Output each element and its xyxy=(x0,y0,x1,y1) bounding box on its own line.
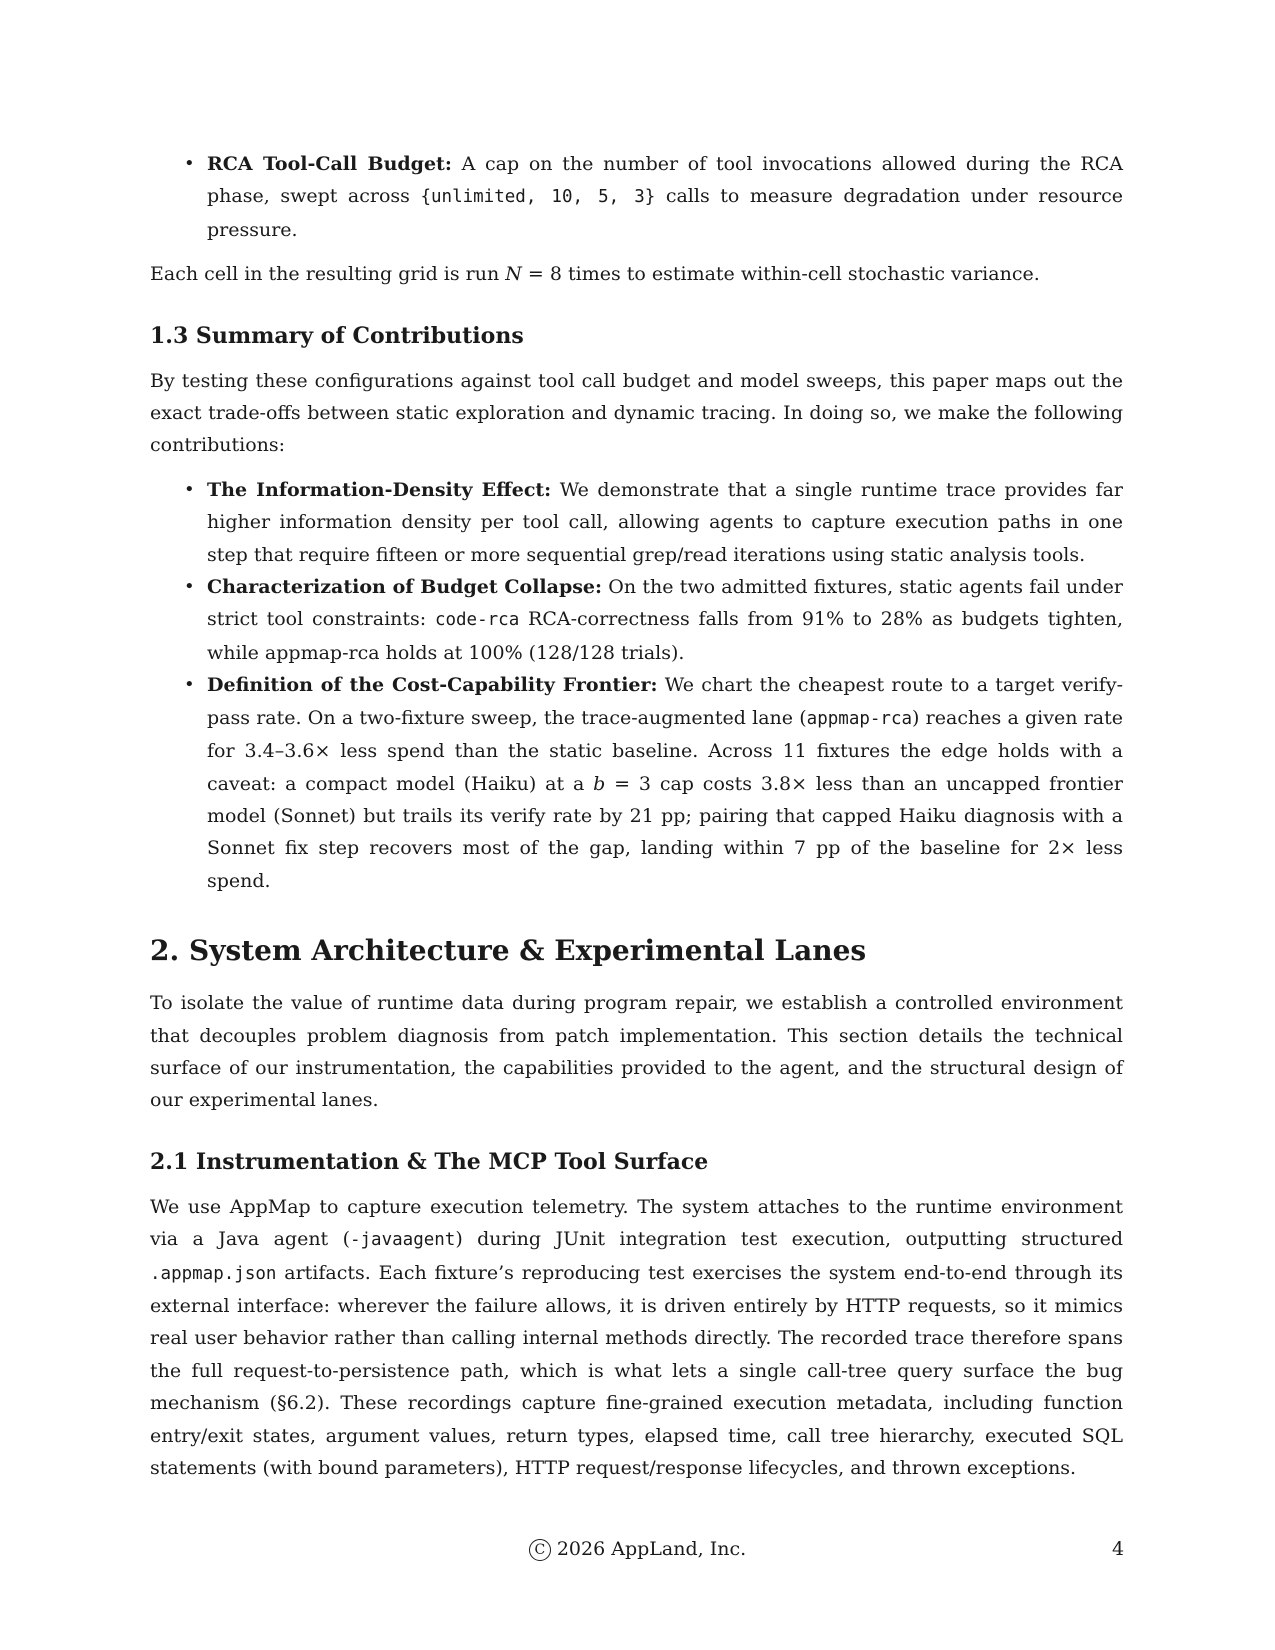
budget-bullet-list xyxy=(150,148,1123,246)
section-heading-2: 2. System Architecture & Experimental Lanes xyxy=(150,934,867,968)
text: artifacts. Each fixture’s reproducing test exercises the system end-to-end through its external interface: wherever the failure allows, it is driven entirely by HTTP requests, so it mimics real user behavior rather than calling internal methods directly. The recorded trace therefore spans the full request-to-persistence path, which is what lets a single call-tree query surface the bug mechanism (§6.2). These recordings capture fine-grained execution metadata, including function entry/exit states, argument values, return types, elapsed time, call tree hierarchy, executed SQL statements (with bound parameters), HTTP request/response lifecycles, and thrown exceptions. xyxy=(150,1261,1123,1479)
footer-copyright xyxy=(0,1538,1275,1561)
text: ) during JUnit integration test execution, outputting structured xyxy=(455,1228,1123,1251)
bullet-title: Characterization of Budget Collapse: xyxy=(207,576,603,599)
bullet-text: On the two admitted fixtures, static agents fail under strict tool constraints: xyxy=(207,576,1123,631)
inline-code: appmap-rca xyxy=(806,708,913,729)
bullet-rca-budget xyxy=(207,148,1123,246)
contributions-intro: By testing these configurations against tool call budget and model sweeps, this paper maps out the exact trade-offs between static exploration and dynamic tracing. In doing so, we make the following contributions: xyxy=(150,369,1123,457)
bullet-text: ) reaches a given rate for 3.4–3.6× less spend than the static baseline. Across 11 fixtures the edge holds with a caveat: a compact model (Haiku) at a xyxy=(207,706,1123,795)
bullet-text: RCA-correctness falls from 91% to 28% as budgets tighten, while appmap-rca holds at 100% (128/128 trials). xyxy=(207,608,1123,664)
page-number: 4 xyxy=(1112,1538,1125,1560)
bullet-text: cap costs 3.8× less than an uncapped frontier model (Sonnet) but trails its verify rate by 21 pp; pairing that capped Haiku diagnosis with a Sonnet fix step recovers most of the gap, landing within 7 pp of the baseline for 2× less spend. xyxy=(207,772,1123,892)
text: times to estimate within-cell stochastic variance. xyxy=(561,263,1040,286)
section-2-paragraph: To isolate the value of runtime data during program repair, we establish a controlled environment that decouples problem diagnosis from patch implementation. This section details the technical surface of our instrumentation, the capabilities provided to the agent, and the structural design of our experimental lanes. xyxy=(150,992,1123,1112)
contribution-cost-frontier xyxy=(207,669,1123,897)
bullet-title: The Information-Density Effect: xyxy=(207,478,552,501)
section-heading-1-3: 1.3 Summary of Contributions xyxy=(150,322,524,349)
math: = 8 xyxy=(521,263,562,286)
math: = 3 xyxy=(605,772,651,795)
section-2-1-paragraph xyxy=(150,1191,1123,1485)
footer-text: 2026 AppLand, Inc. xyxy=(556,1538,747,1560)
math-var: N xyxy=(505,263,522,286)
page-content xyxy=(150,148,1123,1484)
bullet-text: A cap on the number of tool invocations allowed during the RCA phase, swept across xyxy=(207,153,1123,208)
math-var: b xyxy=(593,772,606,795)
bullet-text: We demonstrate that a single runtime trace provides far higher information density per tool call, allowing agents to capture execution paths in one step that require fifteen or more sequential grep/read iterations using static analysis tools. xyxy=(207,478,1123,566)
inline-code: {unlimited, 10, 5, 3} xyxy=(420,187,656,208)
contribution-budget-collapse xyxy=(207,571,1123,669)
bullet-title: RCA Tool-Call Budget: xyxy=(207,153,452,175)
contribution-info-density xyxy=(207,474,1123,571)
text: Each cell in the resulting grid is run xyxy=(150,263,506,286)
inline-code: -javaagent xyxy=(349,1230,456,1251)
contributions-list xyxy=(150,474,1123,897)
bullet-text: We chart the cheapest route to a target verify-pass rate. On a two-fixture sweep, the trace-augmented lane ( xyxy=(207,674,1123,729)
grid-paragraph xyxy=(150,258,1123,290)
text: We use AppMap to capture execution telemetry. The system attaches to the runtime environment via a Java agent ( xyxy=(150,1195,1123,1251)
section-heading-2-1: 2.1 Instrumentation & The MCP Tool Surface xyxy=(150,1148,709,1175)
inline-code: .appmap.json xyxy=(150,1263,277,1284)
copyright-icon: C xyxy=(529,1539,551,1561)
inline-code: code-rca xyxy=(434,610,520,631)
bullet-title: Definition of the Cost-Capability Frontier: xyxy=(207,674,658,697)
bullet-text: calls to measure degradation under resource pressure. xyxy=(207,185,1123,241)
